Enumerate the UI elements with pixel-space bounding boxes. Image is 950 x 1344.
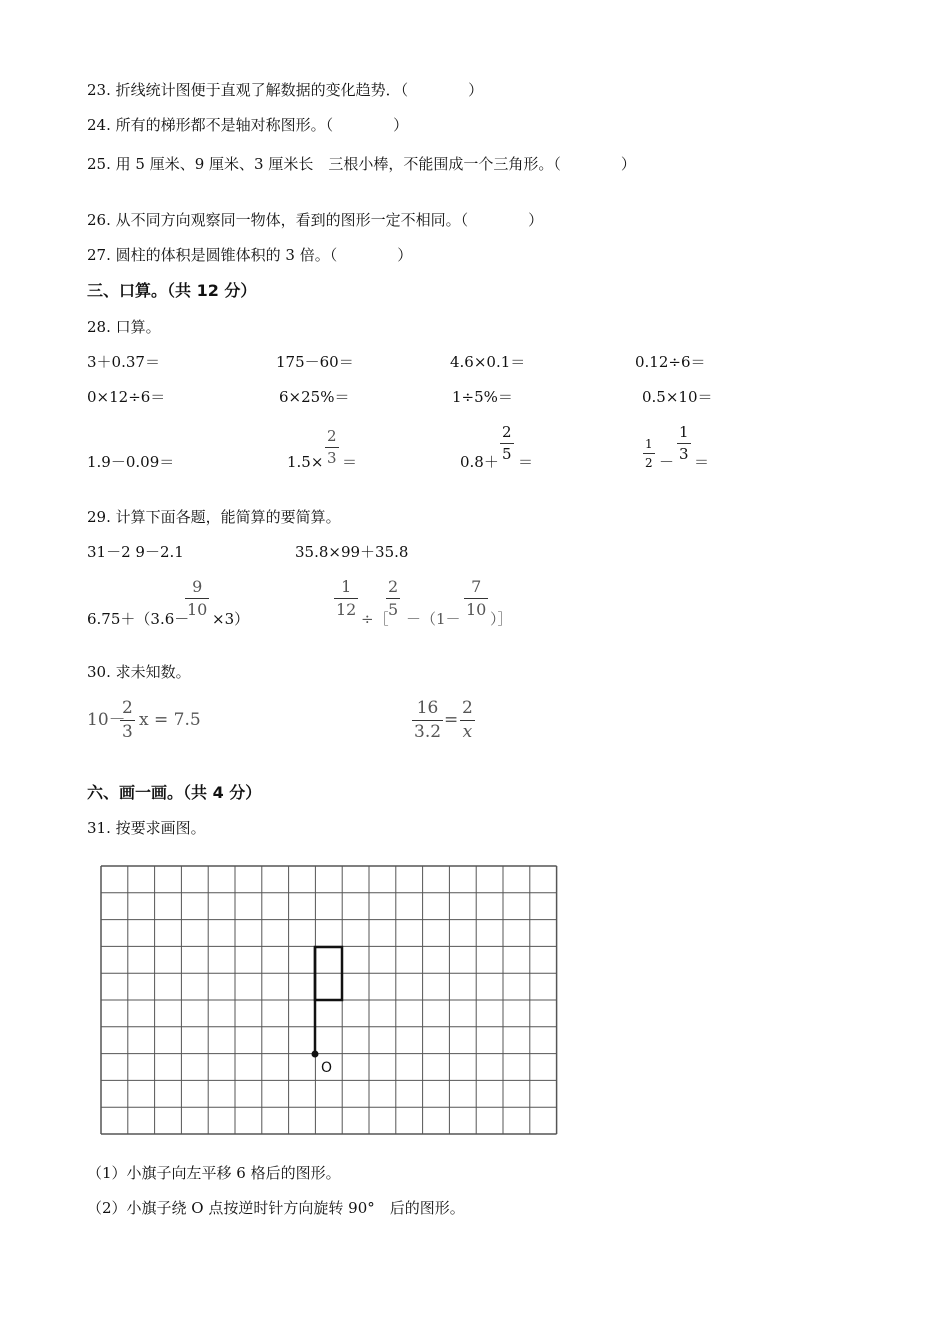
- numerator: 1: [645, 437, 653, 451]
- denominator: 2: [645, 456, 653, 470]
- calc-4-middle: －（1－: [406, 610, 461, 628]
- fraction-9-10: [185, 579, 209, 618]
- oral-3-4-equals: ＝: [694, 453, 710, 471]
- oral-3-2-prefix: 1.5×: [287, 453, 324, 471]
- oral-2-4: 0.5×10＝: [642, 388, 713, 406]
- fraction-bar: [412, 720, 443, 721]
- fraction-bar: [386, 598, 400, 599]
- denominator: 3: [327, 449, 337, 467]
- denominator: 5: [388, 600, 399, 619]
- fraction-bar: [334, 598, 358, 599]
- numerator: 2: [122, 698, 133, 718]
- point-o: [312, 1051, 319, 1058]
- calc-1: 31－2 9－2.1: [87, 543, 184, 561]
- numerator: 2: [388, 577, 399, 596]
- question-27: 27. 圆柱的体积是圆锥体积的 3 倍。（ ）: [87, 246, 413, 264]
- calc-4-suffix: ）］: [490, 610, 513, 628]
- section-3-title: 三、口算。（共 12 分）: [87, 281, 257, 300]
- oral-3-2-equals: ＝: [342, 453, 358, 471]
- fraction-2-3b: [120, 700, 135, 741]
- oral-1-1: 3＋0.37＝: [87, 353, 160, 371]
- fraction-16-3.2: [412, 700, 443, 741]
- section-6-title: 六、画一画。（共 4 分）: [87, 783, 262, 802]
- denominator: 3: [679, 445, 689, 463]
- question-31: 31. 按要求画图。: [87, 819, 206, 837]
- fraction-bar: [325, 447, 339, 448]
- calc-2: 35.8×99＋35.8: [295, 543, 409, 561]
- numerator: 2: [502, 423, 512, 441]
- question-30: 30. 求未知数。: [87, 663, 191, 681]
- question-25: 25. 用 5 厘米、9 厘米、3 厘米长 三根小棒，不能围成一个三角形。（ ）: [87, 155, 636, 173]
- fraction-2-x: [460, 700, 475, 741]
- fraction-bar: [464, 598, 488, 599]
- equation-1-prefix: 10－: [87, 710, 126, 730]
- oral-2-2: 6×25%＝: [279, 388, 350, 406]
- denominator: 3.2: [414, 722, 442, 742]
- oral-2-3: 1÷5%＝: [452, 388, 513, 406]
- fraction-bar: [500, 443, 514, 444]
- calc-4-divide: ÷［: [361, 610, 389, 628]
- denominator: 5: [502, 445, 512, 463]
- fraction-bar: [120, 720, 135, 721]
- question-26: 26. 从不同方向观察同一物体，看到的图形一定不相同。（ ）: [87, 211, 544, 229]
- denominator: 10: [466, 600, 487, 619]
- task-1: （1）小旗子向左平移 6 格后的图形。: [87, 1164, 341, 1182]
- numerator: 7: [471, 577, 482, 596]
- oral-3-1: 1.9－0.09＝: [87, 453, 175, 471]
- numerator: 2: [462, 698, 473, 718]
- fraction-2-3: [325, 429, 339, 466]
- oral-3-3-prefix: 0.8＋: [460, 453, 499, 471]
- oral-1-4: 0.12÷6＝: [635, 353, 706, 371]
- fraction-2-5: [500, 425, 514, 462]
- question-24: 24. 所有的梯形都不是轴对称图形。（ ）: [87, 116, 409, 134]
- numerator: 16: [416, 698, 439, 718]
- question-23: 23. 折线统计图便于直观了解数据的变化趋势．（ ）: [87, 81, 484, 99]
- fraction-bar: [460, 720, 475, 721]
- fraction-2-5b: [386, 579, 400, 618]
- numerator: 9: [192, 577, 203, 596]
- question-29: 29. 计算下面各题，能简算的要简算。: [87, 508, 341, 526]
- calc-3-suffix: ×3）: [212, 610, 250, 628]
- oral-3-3-equals: ＝: [518, 453, 534, 471]
- task-2: （2）小旗子绕 O 点按逆时针方向旋转 90° 后的图形。: [87, 1199, 465, 1217]
- numerator: 1: [679, 423, 689, 441]
- fraction-1-2: [643, 438, 655, 469]
- denominator: 3: [122, 722, 133, 742]
- drawing-grid: [95, 862, 565, 1142]
- fraction-7-10: [464, 579, 488, 618]
- point-o-label: O: [321, 1060, 333, 1076]
- denominator: x: [462, 722, 473, 742]
- question-28: 28. 口算。: [87, 318, 161, 336]
- numerator: 2: [327, 427, 337, 445]
- fraction-bar: [185, 598, 209, 599]
- oral-3-4-minus: －: [659, 453, 675, 471]
- oral-1-3: 4.6×0.1＝: [450, 353, 526, 371]
- fraction-bar: [677, 443, 691, 444]
- denominator: 12: [336, 600, 357, 619]
- equation-1-suffix: x = 7.5: [139, 710, 201, 730]
- fraction-1-12: [334, 579, 358, 618]
- denominator: 10: [187, 600, 208, 619]
- oral-1-2: 175－60＝: [276, 353, 354, 371]
- calc-3-prefix: 6.75＋（3.6－: [87, 610, 190, 628]
- fraction-1-3: [677, 425, 691, 462]
- oral-2-1: 0×12÷6＝: [87, 388, 166, 406]
- equation-2-equals: =: [444, 710, 459, 730]
- fraction-bar: [643, 453, 655, 454]
- numerator: 1: [341, 577, 352, 596]
